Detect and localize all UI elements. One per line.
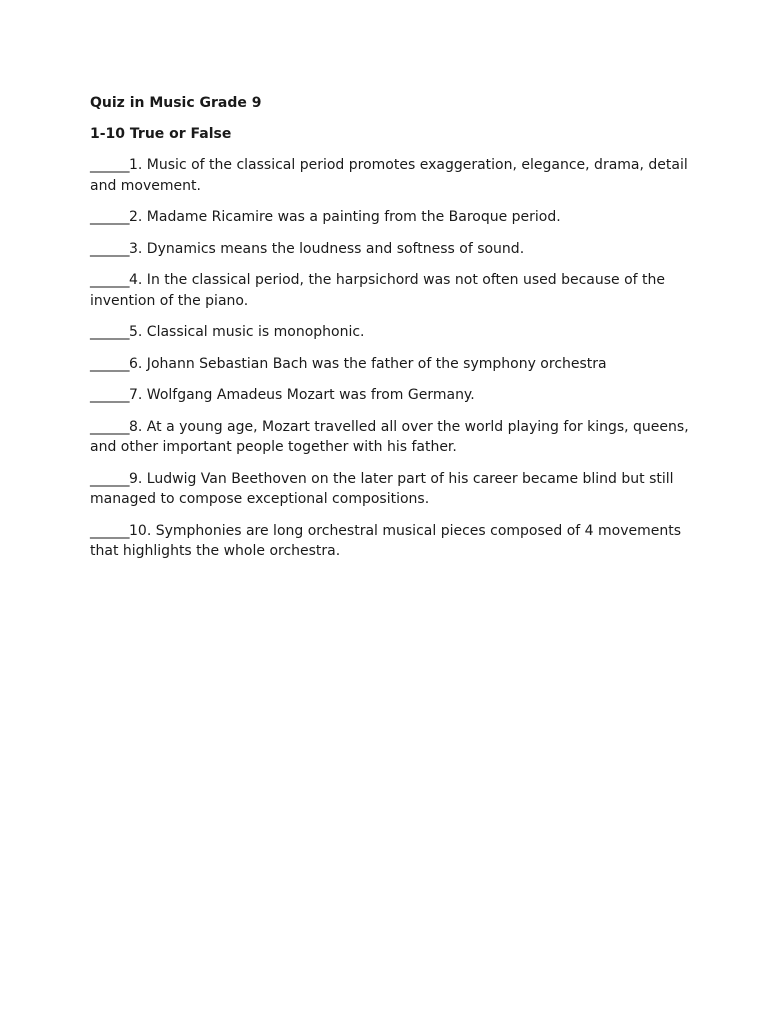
question-text: Classical music is monophonic. [142,324,365,340]
answer-blank: ______ [90,387,129,403]
question-number: 2. [129,209,143,225]
question-number: 10. [129,522,152,539]
question-text: In the classical period, the harpsichord was not often used because of the invention of the piano. [90,272,666,309]
answer-blank: ______ [90,355,129,372]
answer-blank: ______ [90,272,129,288]
question-text: Dynamics means the loudness and softness of sound. [142,240,525,257]
answer-blank: ______ [90,470,129,487]
question-number: 5. [129,324,143,340]
question-number: 4. [129,272,143,288]
question-text: Symphonies are long orchestral musical pieces composed of 4 movements that highlights the whole orchestra. [90,522,682,559]
question-number: 3. [129,240,143,257]
answer-blank: ______ [90,157,129,173]
question-text: At a young age, Mozart travelled all over the world playing for kings, queens, and other important people together with his father. [90,418,689,455]
answer-blank: ______ [90,324,129,340]
question-text: Music of the classical period promotes exaggeration, elegance, drama, detail and movement. [90,157,688,194]
question-text: Wolfgang Amadeus Mozart was from Germany. [142,387,475,403]
answer-blank: ______ [90,209,129,225]
question-text: Johann Sebastian Bach was the father of the symphony orchestra [142,355,607,372]
question-number: 1. [129,157,143,173]
question-item [90,354,690,375]
question-item [90,322,690,343]
question-item [90,239,690,260]
question-item [90,207,690,228]
question-number: 9. [129,470,143,487]
quiz-title: Quiz in Music Grade 9 [90,95,262,111]
question-item [90,270,690,311]
question-text: Ludwig Van Beethoven on the later part of his career became blind but still managed to compose exceptional compositions. [90,470,674,507]
question-item [90,417,690,458]
answer-blank: ______ [90,522,129,539]
question-item [90,521,690,562]
question-item [90,155,690,196]
question-list [90,155,690,562]
question-item [90,385,690,406]
answer-blank: ______ [90,418,129,435]
question-number: 6. [129,355,143,372]
question-text: Madame Ricamire was a painting from the Baroque period. [142,209,561,225]
section-heading: 1-10 True or False [90,126,232,142]
answer-blank: ______ [90,240,129,257]
question-number: 8. [129,418,143,435]
question-number: 7. [129,387,143,403]
question-item [90,469,690,510]
quiz-content [90,93,690,573]
